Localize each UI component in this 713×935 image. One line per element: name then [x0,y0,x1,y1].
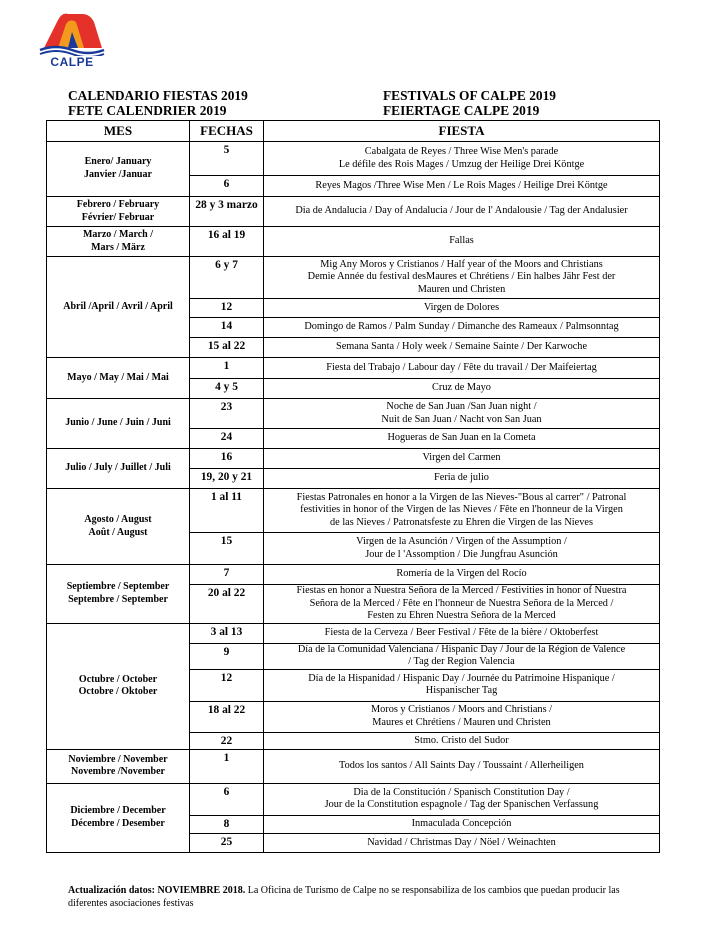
month-cell: Marzo / March / Mars / März [47,227,190,257]
fiesta-cell: Domingo de Ramos / Palm Sunday / Dimanche des Rameaux / Palmsonntag [264,318,660,338]
fiesta-cell: Cabalgata de Reyes / Three Wise Men's parade Le défile des Rois Mages / Umzug der Heilige Drei Köntge [264,142,660,176]
date-cell: 15 [190,533,264,565]
header-title-es: CALENDARIO FIESTAS 2019 [68,88,248,103]
footer-disclaimer: La Oficina de Turismo de Calpe no se responsabiliza de los cambios que puedan producir las diferentes asociaciones festivas [68,885,620,909]
fiesta-cell: Hogueras de San Juan en la Cometa [264,429,660,449]
fiesta-cell: Feria de julio [264,469,660,489]
date-cell: 6 [190,176,264,197]
table-row [47,358,660,379]
month-cell: Abril /April / Avril / April [47,257,190,358]
fiesta-cell: Fiestas en honor a Nuestra Señora de la Merced / Festivities in honor of Nuestra Señora de la Merced / Fête en l'honneur de Nuestra Señora de la Merced / Festen zu Ehren Nuestra Señora de la Merced [264,585,660,624]
table-row [47,227,660,257]
date-cell: 19, 20 y 21 [190,469,264,489]
month-cell: Mayo / May / Mai / Mai [47,358,190,399]
table-row [47,399,660,429]
date-cell: 7 [190,565,264,585]
table-row [47,783,660,815]
fiesta-cell: Navidad / Christmas Day / Nöel / Weinachten [264,833,660,852]
date-cell: 8 [190,815,264,833]
date-cell: 1 [190,358,264,379]
fiesta-cell: Dia de Andalucia / Day of Andalucia / Jour de l' Andalousie / Tag der Andalusier [264,197,660,227]
footer-note [68,885,628,910]
table-row [47,623,660,643]
date-cell: 1 al 11 [190,489,264,533]
date-cell: 25 [190,833,264,852]
table-row [47,257,660,299]
month-cell: Noviembre / November Novembre /November [47,749,190,783]
logo-text: CALPE [50,55,94,69]
date-cell: 9 [190,643,264,669]
header-left [68,88,248,118]
date-cell: 3 al 13 [190,623,264,643]
table-row [47,749,660,783]
fiesta-cell: Fiesta de la Cerveza / Beer Festival / Fête de la bière / Oktoberfest [264,623,660,643]
fiesta-cell: Fallas [264,227,660,257]
date-cell: 22 [190,732,264,749]
month-cell: Febrero / February Février/ Februar [47,197,190,227]
date-cell: 14 [190,318,264,338]
date-cell: 24 [190,429,264,449]
date-cell: 20 al 22 [190,585,264,624]
date-cell: 6 y 7 [190,257,264,299]
fiesta-cell: Mig Any Moros y Cristianos / Half year of the Moors and Christians Demie Année du festival desMaures et Chrétiens / Ein halbes Jähr Fest der Mauren und Christen [264,257,660,299]
table-row [47,449,660,469]
table-header-row [47,121,660,142]
month-cell: Octubre / October Octobre / Oktober [47,623,190,749]
fiesta-cell: Inmaculada Concepción [264,815,660,833]
date-cell: 16 [190,449,264,469]
header-title-en: FESTIVALS OF CALPE 2019 [383,88,556,103]
date-cell: 28 y 3 marzo [190,197,264,227]
column-header-mes: MES [47,121,190,142]
date-cell: 23 [190,399,264,429]
fiesta-cell: Día de la Comunidad Valenciana / Hispanic Day / Jour de la Région de Valence / Tag der Region Valencia [264,643,660,669]
fiesta-cell: Virgen de Dolores [264,299,660,318]
table-row [47,565,660,585]
column-header-fiesta: FIESTA [264,121,660,142]
month-cell: Enero/ January Janvier /Januar [47,142,190,197]
fiesta-cell: Día de la Hispanidad / Hispanic Day / Journée du Patrimoine Hispanique / Hispanischer Tag [264,669,660,701]
fiesta-cell: Cruz de Mayo [264,379,660,399]
fiesta-cell: Virgen de la Asunción / Virgen of the Assumption / Jour de l 'Assomption / Die Jungfrau Asunción [264,533,660,565]
calpe-logo [38,8,106,74]
month-cell: Septiembre / September Septembre / September [47,565,190,624]
month-cell: Junio / June / Juin / Juni [47,399,190,449]
fiesta-cell: Reyes Magos /Three Wise Men / Le Rois Mages / Heilige Drei Köntge [264,176,660,197]
fiesta-cell: Fiesta del Trabajo / Labour day / Fête du travail / Der Maifeiertag [264,358,660,379]
date-cell: 5 [190,142,264,176]
date-cell: 16 al 19 [190,227,264,257]
penon-ifach-logo-icon [38,8,106,56]
header-right [383,88,556,118]
header-title-de: FEIERTAGE CALPE 2019 [383,103,540,118]
date-cell: 12 [190,669,264,701]
date-cell: 4 y 5 [190,379,264,399]
footer-update-date: Actualización datos: NOVIEMBRE 2018. [68,885,246,896]
table-row [47,142,660,176]
fiesta-cell: Dia de la Constitución / Spanisch Constitution Day / Jour de la Constitution espagnole / Tag der Spanischen Verfassung [264,783,660,815]
fiesta-cell: Todos los santos / All Saints Day / Toussaint / Allerheiligen [264,749,660,783]
month-cell: Diciembre / December Décembre / Desember [47,783,190,852]
date-cell: 15 al 22 [190,338,264,358]
fiesta-cell: Romería de la Virgen del Rocío [264,565,660,585]
fiesta-cell: Virgen del Carmen [264,449,660,469]
header-title-fr: FETE CALENDRIER 2019 [68,103,227,118]
date-cell: 6 [190,783,264,815]
fiestas-table [46,120,660,853]
table-body [47,142,660,853]
column-header-fechas: FECHAS [190,121,264,142]
date-cell: 18 al 22 [190,701,264,732]
fiesta-cell: Fiestas Patronales en honor a la Virgen de las Nieves-"Bous al carrer" / Patronal festivities in honor of the Virgen de las Nieves / Fête en l'honneur de la Virgen de las Nieves / Patronatsfeste zu Ehren die Virgen de las Nieves [264,489,660,533]
date-cell: 1 [190,749,264,783]
fiesta-cell: Semana Santa / Holy week / Semaine Sainte / Der Karwoche [264,338,660,358]
month-cell: Agosto / August Août / August [47,489,190,565]
table-row [47,197,660,227]
fiesta-cell: Stmo. Cristo del Sudor [264,732,660,749]
fiesta-cell: Noche de San Juan /San Juan night / Nuit de San Juan / Nacht von San Juan [264,399,660,429]
date-cell: 12 [190,299,264,318]
table-row [47,489,660,533]
month-cell: Julio / July / Juillet / Juli [47,449,190,489]
fiesta-cell: Moros y Cristianos / Moors and Christians / Maures et Chrétiens / Mauren und Christen [264,701,660,732]
